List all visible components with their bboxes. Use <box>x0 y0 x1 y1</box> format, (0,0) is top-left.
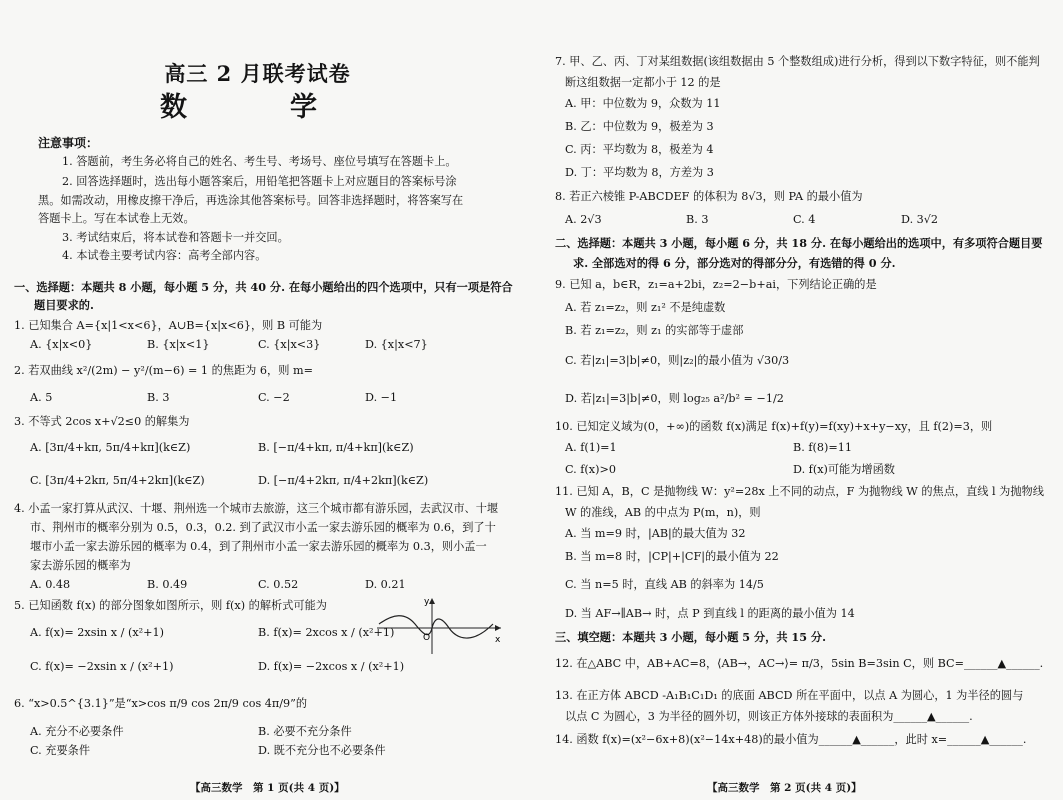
notice-line: 2. 回答选择题时，选出每小题答案后，用铅笔把答题卡上对应题目的答案标号涂 <box>62 175 457 188</box>
question-7: 断这组数据一定都小于 12 的是 <box>565 76 721 89</box>
exam-title: 高三 2 月联考试卷 <box>164 61 351 86</box>
q1-option-a: A. {x|x<0} <box>30 338 93 351</box>
q11-option-d: D. 当 AF→∥AB→ 时，点 P 到直线 l 的距离的最小值为 14 <box>565 607 855 620</box>
q7-option-d: D. 丁：平均数为 8，方差为 3 <box>565 166 714 179</box>
q5-function-graph <box>375 594 505 656</box>
q4-option-a: A. 0.48 <box>30 578 71 591</box>
q2-option-b: B. 3 <box>147 391 170 404</box>
question-2: 2. 若双曲线 x²/(2m) − y²/(m−6) = 1 的焦距为 6，则 m= <box>14 364 313 377</box>
q8-option-c: C. 4 <box>793 213 816 226</box>
notice-line: 答题卡上。写在本试卷上无效。 <box>38 212 195 225</box>
q9-option-a: A. 若 z₁=z₂，则 z₁² 不是纯虚数 <box>565 301 726 314</box>
question-10: 10. 已知定义域为(0，+∞)的函数 f(x)满足 f(x)+f(y)=f(xy)+x+y−xy，且 f(2)=3，则 <box>555 420 993 433</box>
q1-option-c: C. {x|x<3} <box>258 338 321 351</box>
q3-option-b: B. [−π/4+kπ, π/4+kπ](k∈Z) <box>258 441 414 454</box>
q3-option-d: D. [−π/4+2kπ, π/4+2kπ](k∈Z) <box>258 474 429 487</box>
q6-option-c: C. 充要条件 <box>30 744 91 757</box>
y-axis-label: y <box>424 597 430 607</box>
q2-option-c: C. −2 <box>258 391 290 404</box>
section-3-heading: 三、填空题：本题共 3 小题，每小题 5 分，共 15 分. <box>555 630 826 644</box>
q10-option-b: B. f(8)=11 <box>793 441 852 454</box>
subject-title: 数 学 <box>160 92 355 123</box>
q8-option-a: A. 2√3 <box>565 213 602 226</box>
question-13: 13. 在正方体 ABCD -A₁B₁C₁D₁ 的底面 ABCD 所在平面中，以点 A 为圆心，1 为半径的圆与 <box>555 689 1024 702</box>
question-3: 3. 不等式 2cos x+√2≤0 的解集为 <box>14 415 190 428</box>
q7-option-c: C. 丙：平均数为 8，极差为 4 <box>565 143 714 156</box>
q11-option-a: A. 当 m=9 时，|AB|的最大值为 32 <box>565 527 746 540</box>
q7-option-b: B. 乙：中位数为 9，极差为 3 <box>565 120 714 133</box>
question-9: 9. 已知 a，b∈R，z₁=a+2bi，z₂=2−b+ai，下列结论正确的是 <box>555 278 877 291</box>
q4-option-d: D. 0.21 <box>365 578 406 591</box>
page-2-footer: 【高三数学 第 2 页(共 4 页)】 <box>707 782 862 794</box>
q5-option-d: D. f(x)= −2xcos x / (x²+1) <box>258 660 405 673</box>
question-4: 市、荆州市的概率分别为 0.5，0.3，0.2. 到了武汉市小孟一家去游乐园的概率为 0.6，到了十 <box>30 521 496 534</box>
question-4: 堰市小孟一家去游乐园的概率为 0.4，到了荆州市小孟一家去游乐园的概率为 0.3，则小孟一 <box>30 540 487 553</box>
q10-option-d: D. f(x)可能为增函数 <box>793 463 895 476</box>
y-axis-arrow <box>429 598 435 604</box>
question-14: 14. 函数 f(x)=(x²−6x+8)(x²−14x+48)的最小值为______▲______，此时 x=______▲______. <box>555 733 1027 746</box>
q11-option-c: C. 当 n=5 时，直线 AB 的斜率为 14/5 <box>565 578 764 591</box>
q1-option-b: B. {x|x<1} <box>147 338 210 351</box>
origin-label: O <box>423 633 431 643</box>
question-7: 7. 甲、乙、丙、丁对某组数据(该组数据由 5 个整数组成)进行分析，得到以下数字特征，则不能判 <box>555 55 1040 68</box>
q9-option-c: C. 若|z₁|=3|b|≠0，则|z₂|的最小值为 √30/3 <box>565 354 790 367</box>
section-2-heading: 二、选择题：本题共 3 小题，每小题 6 分，共 18 分. 在每小题给出的选项中，有多项符合题目要 <box>555 236 1043 250</box>
notice-line: 4. 本试卷主要考试内容：高考全部内容。 <box>62 249 267 262</box>
q9-option-b: B. 若 z₁=z₂，则 z₁ 的实部等于虚部 <box>565 324 744 337</box>
q8-option-d: D. 3√2 <box>901 213 939 226</box>
notice-line: 黑。如需改动，用橡皮擦干净后，再选涂其他答案标号。回答非选择题时，将答案写在 <box>38 194 464 207</box>
page-1-footer: 【高三数学 第 1 页(共 4 页)】 <box>190 782 345 794</box>
section-1-heading: 题目要求的. <box>34 298 94 312</box>
question-12: 12. 在△ABC 中，AB+AC=8，⟨AB→，AC→⟩= π/3，5sin B=3sin C，则 BC=______▲______. <box>555 657 1044 670</box>
function-curve <box>379 616 493 638</box>
page-2 <box>531 0 1063 800</box>
question-11: W 的准线，AB 的中点为 P(m，n)，则 <box>565 506 761 519</box>
q9-option-d: D. 若|z₁|=3|b|≠0，则 log₂₅ a²/b² = −1/2 <box>565 392 784 405</box>
q4-option-b: B. 0.49 <box>147 578 188 591</box>
q5-option-c: C. f(x)= −2xsin x / (x²+1) <box>30 660 174 673</box>
notice-line: 3. 考试结束后，将本试卷和答题卡一并交回。 <box>62 231 289 244</box>
q2-option-a: A. 5 <box>30 391 53 404</box>
q5-option-a: A. f(x)= 2xsin x / (x²+1) <box>30 626 165 639</box>
question-1: 1. 已知集合 A={x|1<x<6}，A∪B={x|x<6}，则 B 可能为 <box>14 319 323 332</box>
question-8: 8. 若正六棱锥 P-ABCDEF 的体积为 8√3，则 PA 的最小值为 <box>555 190 863 203</box>
q3-option-c: C. [3π/4+2kπ, 5π/4+2kπ](k∈Z) <box>30 474 205 487</box>
notice-heading: 注意事项： <box>38 136 99 150</box>
q6-option-a: A. 充分不必要条件 <box>30 725 124 738</box>
section-2-heading: 求. 全部选对的得 6 分，部分选对的得部分分，有选错的得 0 分. <box>573 256 896 270</box>
notice-line: 1. 答题前，考生务必将自己的姓名、考生号、考场号、座位号填写在答题卡上。 <box>62 155 457 168</box>
question-4: 家去游乐园的概率为 <box>30 559 131 572</box>
q4-option-c: C. 0.52 <box>258 578 299 591</box>
q1-option-d: D. {x|x<7} <box>365 338 428 351</box>
q3-option-a: A. [3π/4+kπ, 5π/4+kπ](k∈Z) <box>30 441 191 454</box>
q8-option-b: B. 3 <box>686 213 709 226</box>
page-1 <box>0 0 531 800</box>
section-1-heading: 一、选择题：本题共 8 小题，每小题 5 分，共 40 分. 在每小题给出的四个选项中，只有一项是符合 <box>14 280 513 294</box>
q5-option-b: B. f(x)= 2xcos x / (x²+1) <box>258 626 395 639</box>
q10-option-a: A. f(1)=1 <box>565 441 617 454</box>
q10-option-c: C. f(x)>0 <box>565 463 616 476</box>
q6-option-d: D. 既不充分也不必要条件 <box>258 744 386 757</box>
q7-option-a: A. 甲：中位数为 9，众数为 11 <box>565 97 721 110</box>
q6-option-b: B. 必要不充分条件 <box>258 725 352 738</box>
question-6: 6. “x>0.5^{3.1}”是“x>cos π/9 cos 2π/9 cos 4π/9”的 <box>14 697 308 710</box>
question-13: 以点 C 为圆心，3 为半径的圆外切，则该正方体外接球的表面积为______▲______. <box>565 710 973 723</box>
question-11: 11. 已知 A，B，C 是抛物线 W：y²=28x 上不同的动点，F 为抛物线 W 的焦点，直线 l 为抛物线 <box>555 485 1044 498</box>
q11-option-b: B. 当 m=8 时，|CP|+|CF|的最小值为 22 <box>565 550 779 563</box>
question-4: 4. 小孟一家打算从武汉、十堰、荆州选一个城市去旅游，这三个城市都有游乐园，去武汉市、十堰 <box>14 502 499 515</box>
x-axis-label: x <box>495 635 501 645</box>
question-5: 5. 已知函数 f(x) 的部分图象如图所示，则 f(x) 的解析式可能为 <box>14 599 327 612</box>
q2-option-d: D. −1 <box>365 391 398 404</box>
x-axis-arrow <box>495 625 501 631</box>
